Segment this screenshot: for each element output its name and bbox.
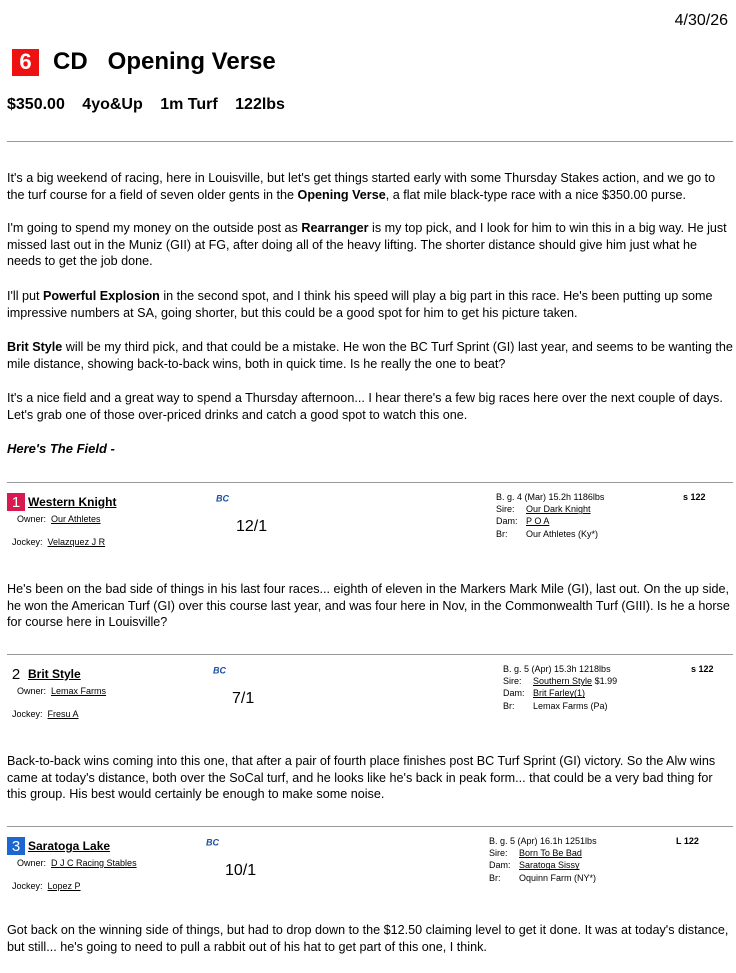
sire-link[interactable]: Southern Style bbox=[533, 676, 593, 687]
post-position-badge: 2 bbox=[7, 665, 25, 683]
sire-line: Sire: Born To Be Bad bbox=[489, 848, 582, 859]
sire-link[interactable]: Born To Be Bad bbox=[519, 848, 582, 859]
entry-3 bbox=[7, 837, 733, 917]
pedigree bbox=[503, 663, 617, 712]
dam-link[interactable]: Brit Farley(1) bbox=[533, 688, 586, 699]
race-date: 4/30/26 bbox=[674, 12, 728, 29]
weight-assigned: s 122 bbox=[683, 492, 706, 502]
divider bbox=[7, 654, 733, 655]
pedigree bbox=[496, 491, 604, 540]
horse-description: B. g. 4 (Mar) 15.2h 1186lbs bbox=[496, 492, 605, 502]
horse-description: B. g. 5 (Apr) 16.1h 1251lbs bbox=[489, 836, 597, 846]
jockey-link[interactable]: Lopez P bbox=[47, 881, 81, 891]
purse: $350.00 bbox=[7, 96, 65, 113]
owner-line: Owner: Our Athletes bbox=[17, 514, 101, 524]
weight-assigned: s 122 bbox=[691, 664, 714, 674]
race-title-row bbox=[12, 48, 276, 76]
owner-link[interactable]: Our Athletes bbox=[51, 514, 101, 524]
post-position-badge: 3 bbox=[7, 837, 25, 855]
owner-line: Owner: D J C Racing Stables bbox=[17, 858, 137, 868]
dam-line: Dam: Brit Farley(1) bbox=[503, 688, 586, 699]
race-info bbox=[7, 96, 298, 114]
horse-name[interactable]: Saratoga Lake bbox=[28, 839, 111, 853]
stud-fee: $1.99 bbox=[594, 676, 618, 687]
post-position-badge: 1 bbox=[7, 493, 25, 511]
entry-1-comment: He's been on the bad side of things in his last four races... eighth of eleven in the Markers Mark Mile (GI), last out. On the up side, he won the American Turf (GI) over this course last year, and was four here in Nov, in the Commonwealth Turf (GIII). Is he a horse for course here in Louisville? bbox=[7, 582, 730, 629]
age-condition: 4yo&Up bbox=[82, 96, 143, 113]
race-number-badge: 6 bbox=[12, 49, 39, 76]
race-name: Opening Verse bbox=[107, 48, 276, 75]
sire-link[interactable]: Our Dark Knight bbox=[526, 504, 591, 515]
entry-3-comment: Got back on the winning side of things, but had to drop down to the $12.50 claiming level to get it done. It was at today's distance, but still... he's going to need to pull a rabbit out of his hat to get part of this one, I think. bbox=[7, 923, 729, 954]
bc-logo-icon bbox=[211, 665, 228, 675]
jockey-link[interactable]: Fresu A bbox=[47, 709, 79, 719]
horse-description: B. g. 5 (Apr) 15.3h 1218lbs bbox=[503, 664, 611, 674]
weight-assigned: L 122 bbox=[676, 836, 699, 846]
third-pick: Brit Style bbox=[7, 340, 63, 354]
breeder-line: Br: Lemax Farms (Pa) bbox=[503, 700, 608, 711]
intro-paragraph-3: I'll put Powerful Explosion in the second spot, and I think his speed will play a big part in this race. He's been putting up some impressive numbers at SA, going shorter, but this could be a good spot for him to get his picture taken. bbox=[7, 289, 713, 320]
morning-line-odds: 10/1 bbox=[225, 862, 257, 879]
jockey-line: Jockey: Fresu A bbox=[12, 709, 79, 719]
entry-1 bbox=[7, 493, 733, 573]
owner-link[interactable]: Lemax Farms bbox=[51, 686, 107, 696]
second-pick: Powerful Explosion bbox=[43, 289, 160, 303]
weight: 122lbs bbox=[235, 96, 285, 113]
jockey-link[interactable]: Velazquez J R bbox=[47, 537, 106, 547]
dam-link[interactable]: P O A bbox=[526, 516, 550, 527]
bc-logo-icon bbox=[214, 493, 231, 503]
sire-line: Sire: Our Dark Knight bbox=[496, 504, 591, 515]
dam-link[interactable]: Saratoga Sissy bbox=[519, 860, 580, 871]
breeder-line: Br: Our Athletes (Ky*) bbox=[496, 528, 599, 539]
svg-text:BC: BC bbox=[216, 493, 229, 503]
owner-line: Owner: Lemax Farms bbox=[17, 686, 107, 696]
pedigree bbox=[489, 835, 597, 884]
breeder-line: Br: Oquinn Farm (NY*) bbox=[489, 872, 597, 883]
divider bbox=[7, 482, 733, 483]
horse-name[interactable]: Brit Style bbox=[28, 667, 81, 681]
dam-line: Dam: P O A bbox=[496, 516, 550, 527]
divider bbox=[7, 141, 733, 142]
intro-paragraph-1: It's a big weekend of racing, here in Louisville, but let's get things started early with some Thursday Stakes action, and we go to the turf course for a field of seven older gents in the Opening Verse, a flat mile black-type race with a nice $350.00 purse. bbox=[7, 171, 716, 202]
track-code: CD bbox=[53, 48, 88, 75]
intro-paragraph-2: I'm going to spend my money on the outside post as Rearranger is my top pick, and I look for him to win this in a big way. He just missed last out in the Muniz (GII) at FG, after doing all of the heavy lifting. The shorter distance should give him just what he needs to get the job done. bbox=[7, 221, 727, 268]
bc-logo-icon bbox=[204, 837, 221, 847]
entry-2 bbox=[7, 665, 733, 745]
distance-surface: 1m Turf bbox=[160, 96, 218, 113]
field-heading: Here's The Field - bbox=[7, 441, 115, 456]
race-name-mention: Opening Verse bbox=[297, 187, 386, 202]
owner-link[interactable]: D J C Racing Stables bbox=[51, 858, 137, 868]
horse-name[interactable]: Western Knight bbox=[28, 495, 117, 509]
intro-paragraph-4: Brit Style will be my third pick, and that could be a mistake. He won the BC Turf Sprint (GI) last year, and seems to be wanting the mile distance, showing back-to-back wins, both in quick time. Is he really the one to beat? bbox=[7, 340, 733, 371]
divider bbox=[7, 826, 733, 827]
jockey-line: Jockey: Velazquez J R bbox=[12, 537, 106, 547]
svg-text:BC: BC bbox=[213, 665, 226, 675]
dam-line: Dam: Saratoga Sissy bbox=[489, 860, 580, 871]
top-pick: Rearranger bbox=[301, 221, 369, 235]
sire-line: Sire: Southern Style $1.99 bbox=[503, 676, 618, 687]
svg-text:BC: BC bbox=[206, 837, 219, 847]
entry-2-comment: Back-to-back wins coming into this one, that after a pair of fourth place finishes post BC Turf Sprint (GI) victory. So the Alw wins came at today's distance, both over the SoCal turf, and he looks like he's back in peak form... that could be a very bad thing for this group. His best would certainly be enough to make some noise. bbox=[7, 754, 716, 801]
intro-paragraph-5: It's a nice field and a great way to spend a Thursday afternoon... I hear there's a few big races here over the next couple of days. Let's grab one of those over-priced drinks and catch a good spot to watch this one. bbox=[7, 391, 723, 422]
jockey-line: Jockey: Lopez P bbox=[12, 881, 81, 891]
morning-line-odds: 12/1 bbox=[236, 518, 268, 535]
morning-line-odds: 7/1 bbox=[232, 690, 255, 707]
